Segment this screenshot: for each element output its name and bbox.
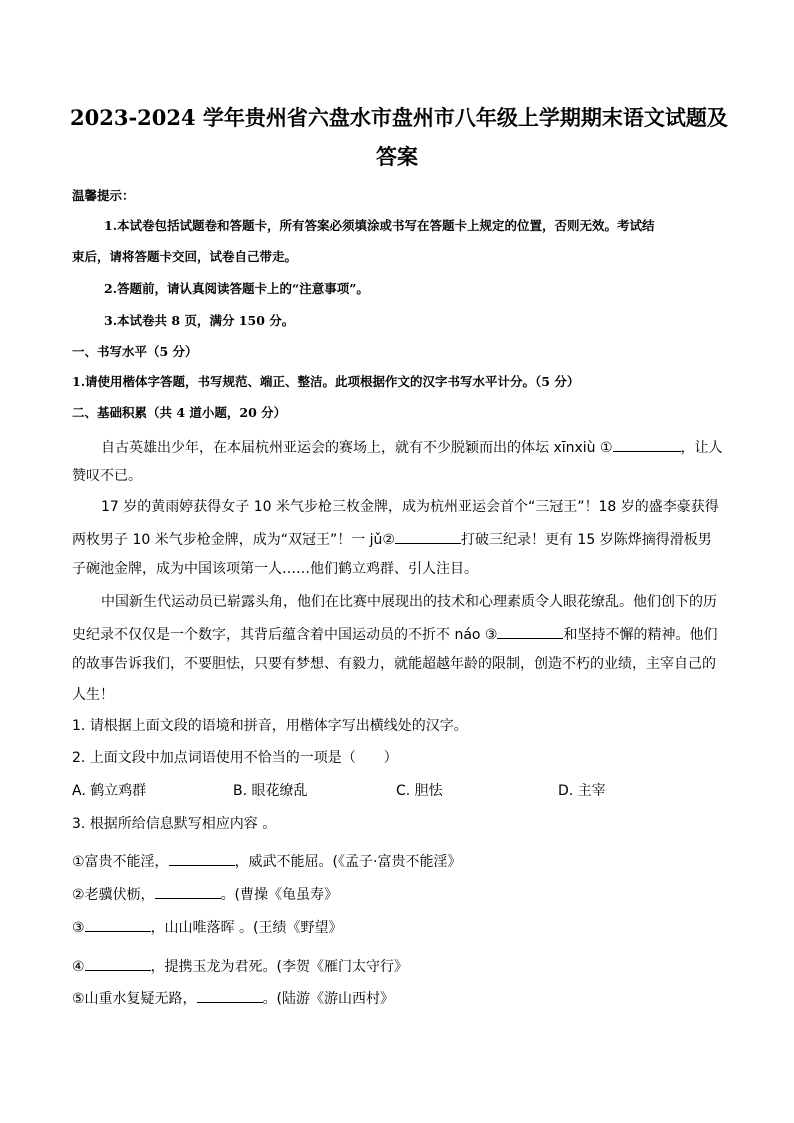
dictation-4 [72,956,408,976]
passage-text: 和坚持不懈的精神。他们 [563,627,718,643]
question-1: 1. 请根据上面文段的语境和拼音，用楷体字写出横线处的汉字。 [72,718,468,734]
dictation-text: ①富贵不能淫， [72,854,169,870]
answer-blank [497,624,563,639]
dictation-text: 。(曹操《龟虽寿》 [220,887,339,903]
answer-blank [169,851,235,866]
document-title-cont: 答案 [376,144,418,169]
passage-p2-line1: 17 岁的黄雨婷获得女子 10 米气步枪三枚金牌，成为杭州亚运会首个“三冠王”！18 岁的盛李豪获得 [101,499,719,515]
option-d: D. 主宰 [558,783,606,799]
answer-blank [197,988,263,1003]
dictation-text: 。(陆游《游山西村》 [262,991,395,1007]
passage-p3-line1: 中国新生代运动员已崭露头角，他们在比赛中展现出的技术和心理素质令人眼花缭乱。他们创下的历 [101,594,717,610]
tips-heading: 温馨提示： [72,188,135,203]
dictation-text: ，提携玉龙为君死。(李贺《雁门太守行》 [150,959,409,975]
passage-p3-line2 [72,624,717,644]
dictation-1 [72,851,461,871]
question-2: 2. 上面文段中加点词语使用不恰当的一项是（ ） [72,750,398,766]
passage-p1-line1 [101,437,723,457]
tip-3: 3.本试卷共 8 页，满分 150 分。 [104,313,295,328]
answer-blank [85,956,151,971]
passage-text: 史纪录不仅仅是一个数字，其背后蕴含着中国运动员的不折不 náo ③ [72,627,498,643]
passage-p2-line2 [72,529,712,549]
tip-1-cont: 束后，请将答题卡交回，试卷自己带走。 [72,249,298,264]
dictation-text: ③ [72,920,85,936]
writing-question: 1.请使用楷体字答题，书写规范、端正、整洁。此项根据作文的汉字书写水平计分。（5 分） [72,374,580,389]
passage-text: 自古英雄出少年，在本届杭州亚运会的赛场上，就有不少脱颖而出的体坛 xīnxiù ① [101,440,613,456]
tip-1: 1.本试卷包括试题卷和答题卡，所有答案必须填涂或书写在答题卡上规定的位置，否则无效。考试结 [104,218,655,233]
passage-p2-line3: 子碗池金牌，成为中国该项第一人……他们鹤立鸡群、引人注目。 [72,561,478,577]
option-c: C. 胆怯 [396,783,443,799]
tip-2: 2.答题前，请认真阅读答题卡上的“注意事项”。 [104,281,369,296]
dictation-3 [72,917,342,937]
dictation-2 [72,884,338,904]
passage-p3-line3: 的故事告诉我们，不要胆怯，只要有梦想、有毅力，就能超越年龄的限制，创造不朽的业绩，主宰自己的 [72,656,716,672]
passage-text: ，让人 [680,440,723,456]
question-2-options [72,780,632,800]
answer-blank [395,529,461,544]
dictation-text: ②老骥伏枥， [72,887,155,903]
dictation-text: ，威武不能屈。(《孟子·富贵不能淫》 [234,854,462,870]
passage-p3-line4: 人生！ [72,687,114,703]
passage-p1-line2: 赞叹不已。 [72,468,142,484]
option-a: A. 鹤立鸡群 [72,783,147,799]
answer-blank [85,917,151,932]
dictation-5 [72,988,394,1008]
dictation-text: ④ [72,959,85,975]
dictation-text: ⑤山重水复疑无路， [72,991,197,1007]
answer-blank [155,884,221,899]
section-1-heading: 一、书写水平（5 分） [72,344,198,359]
option-b: B. 眼花缭乱 [233,783,308,799]
section-2-heading: 二、基础积累（共 4 道小题，20 分） [72,405,287,420]
dictation-text: ，山山唯落晖 。(王绩《野望》 [150,920,343,936]
passage-text: 两枚男子 10 米气步枪金牌，成为“双冠王”！一 jǔ② [72,532,395,548]
answer-blank [613,437,681,452]
passage-text: 打破三纪录！更有 15 岁陈烨摘得滑板男 [460,532,712,548]
document-title: 2023-2024 学年贵州省六盘水市盘州市八年级上学期期末语文试题及 [70,105,728,130]
question-3: 3. 根据所给信息默写相应内容 。 [72,816,277,832]
